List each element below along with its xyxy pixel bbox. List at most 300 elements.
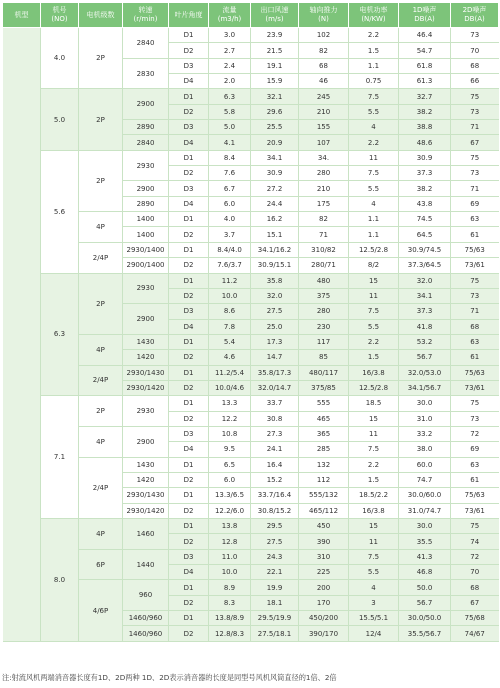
flow-cell: 8.4 xyxy=(209,150,251,165)
motor-power-cell: 1.5 xyxy=(349,472,399,487)
noise-2d-cell: 70 xyxy=(451,565,499,580)
blade-angle-cell: D1 xyxy=(169,273,209,288)
outlet-velocity-cell: 30.8/15.2 xyxy=(251,503,299,518)
axial-thrust-cell: 375 xyxy=(299,288,349,303)
blade-angle-cell: D2 xyxy=(169,380,209,395)
motor-power-cell: 2.2 xyxy=(349,135,399,150)
flow-cell: 8.4/4.0 xyxy=(209,242,251,257)
outlet-velocity-cell: 20.9 xyxy=(251,135,299,150)
blade-angle-cell: D1 xyxy=(169,242,209,257)
table-row xyxy=(3,89,499,104)
axial-thrust-cell: 450/200 xyxy=(299,611,349,626)
noise-1d-cell: 53.2 xyxy=(399,334,451,349)
motor-power-cell: 15.5/5.1 xyxy=(349,611,399,626)
axial-thrust-cell: 102 xyxy=(299,28,349,43)
flow-cell: 8.9 xyxy=(209,580,251,595)
noise-2d-cell: 69 xyxy=(451,196,499,211)
outlet-velocity-cell: 34.1 xyxy=(251,150,299,165)
blade-angle-cell: D2 xyxy=(169,350,209,365)
axial-thrust-cell: 112 xyxy=(299,472,349,487)
speed-cell: 2930/1420 xyxy=(123,380,169,395)
outlet-velocity-cell: 19.9 xyxy=(251,580,299,595)
noise-2d-cell: 73 xyxy=(451,28,499,43)
blade-angle-cell: D2 xyxy=(169,227,209,242)
blade-angle-cell: D1 xyxy=(169,611,209,626)
motor-poles-cell: 2P xyxy=(79,28,123,89)
noise-1d-cell: 56.7 xyxy=(399,595,451,610)
blade-angle-cell: D3 xyxy=(169,120,209,135)
motor-power-cell: 15 xyxy=(349,519,399,534)
noise-2d-cell: 75 xyxy=(451,396,499,411)
noise-2d-cell: 61 xyxy=(451,472,499,487)
flow-cell: 12.8 xyxy=(209,534,251,549)
noise-1d-cell: 37.3 xyxy=(399,166,451,181)
noise-1d-cell: 32.7 xyxy=(399,89,451,104)
noise-2d-cell: 63 xyxy=(451,457,499,472)
flow-cell: 11.2/5.4 xyxy=(209,365,251,380)
motor-power-cell: 7.5 xyxy=(349,442,399,457)
outlet-velocity-cell: 32.0/14.7 xyxy=(251,380,299,395)
blade-angle-cell: D3 xyxy=(169,58,209,73)
motor-power-cell: 11 xyxy=(349,288,399,303)
blade-angle-cell: D1 xyxy=(169,334,209,349)
axial-thrust-cell: 310/82 xyxy=(299,242,349,257)
axial-thrust-cell: 280 xyxy=(299,304,349,319)
noise-1d-cell: 35.5 xyxy=(399,534,451,549)
flow-cell: 4.6 xyxy=(209,350,251,365)
flow-cell: 2.0 xyxy=(209,74,251,89)
motor-power-cell: 11 xyxy=(349,426,399,441)
noise-1d-cell: 30.9/74.5 xyxy=(399,242,451,257)
blade-angle-cell: D3 xyxy=(169,549,209,564)
axial-thrust-cell: 225 xyxy=(299,565,349,580)
noise-2d-cell: 75 xyxy=(451,273,499,288)
speed-cell: 960 xyxy=(123,580,169,611)
axial-thrust-cell: 155 xyxy=(299,120,349,135)
outlet-velocity-cell: 15.9 xyxy=(251,74,299,89)
machine-no-cell: 7.1 xyxy=(41,396,79,519)
noise-2d-cell: 75/68 xyxy=(451,611,499,626)
axial-thrust-cell: 375/85 xyxy=(299,380,349,395)
axial-thrust-cell: 365 xyxy=(299,426,349,441)
header-row xyxy=(3,3,499,28)
noise-2d-cell: 75 xyxy=(451,89,499,104)
noise-1d-cell: 41.3 xyxy=(399,549,451,564)
outlet-velocity-cell: 24.4 xyxy=(251,196,299,211)
outlet-velocity-cell: 25.5 xyxy=(251,120,299,135)
axial-thrust-cell: 465 xyxy=(299,411,349,426)
motor-poles-cell: 4P xyxy=(79,334,123,365)
outlet-velocity-cell: 14.7 xyxy=(251,350,299,365)
flow-cell: 13.3/6.5 xyxy=(209,488,251,503)
flow-cell: 8.3 xyxy=(209,595,251,610)
noise-1d-cell: 30.0/60.0 xyxy=(399,488,451,503)
noise-1d-cell: 30.0 xyxy=(399,519,451,534)
outlet-velocity-cell: 27.5/18.1 xyxy=(251,626,299,641)
outlet-velocity-cell: 29.6 xyxy=(251,104,299,119)
blade-angle-cell: D1 xyxy=(169,28,209,43)
noise-2d-cell: 68 xyxy=(451,580,499,595)
speed-cell: 2900 xyxy=(123,181,169,196)
noise-2d-cell: 69 xyxy=(451,442,499,457)
outlet-velocity-cell: 17.3 xyxy=(251,334,299,349)
noise-1d-cell: 46.8 xyxy=(399,565,451,580)
noise-1d-cell: 60.0 xyxy=(399,457,451,472)
speed-cell: 2900 xyxy=(123,304,169,335)
motor-poles-cell: 4P xyxy=(79,212,123,243)
outlet-velocity-cell: 16.4 xyxy=(251,457,299,472)
flow-cell: 4.1 xyxy=(209,135,251,150)
speed-cell: 1420 xyxy=(123,350,169,365)
blade-angle-cell: D3 xyxy=(169,181,209,196)
axial-thrust-cell: 46 xyxy=(299,74,349,89)
noise-2d-cell: 70 xyxy=(451,43,499,58)
flow-cell: 12.8/8.3 xyxy=(209,626,251,641)
blade-angle-cell: D2 xyxy=(169,288,209,303)
speed-cell: 1420 xyxy=(123,472,169,487)
outlet-velocity-cell: 24.1 xyxy=(251,442,299,457)
axial-thrust-cell: 82 xyxy=(299,43,349,58)
flow-cell: 7.6 xyxy=(209,166,251,181)
noise-2d-cell: 75/63 xyxy=(451,365,499,380)
outlet-velocity-cell: 19.1 xyxy=(251,58,299,73)
motor-power-cell: 11 xyxy=(349,534,399,549)
speed-cell: 1430 xyxy=(123,457,169,472)
blade-angle-cell: D1 xyxy=(169,365,209,380)
motor-poles-cell: 6P xyxy=(79,549,123,580)
machine-no-cell: 5.0 xyxy=(41,89,79,150)
outlet-velocity-cell: 29.5/19.9 xyxy=(251,611,299,626)
axial-thrust-cell: 71 xyxy=(299,227,349,242)
noise-2d-cell: 72 xyxy=(451,549,499,564)
motor-power-cell: 1.1 xyxy=(349,58,399,73)
noise-2d-cell: 73/61 xyxy=(451,503,499,518)
outlet-velocity-cell: 18.1 xyxy=(251,595,299,610)
blade-angle-cell: D1 xyxy=(169,580,209,595)
spec-table xyxy=(2,2,499,642)
noise-1d-cell: 48.6 xyxy=(399,135,451,150)
flow-cell: 6.0 xyxy=(209,472,251,487)
flow-cell: 5.4 xyxy=(209,334,251,349)
blade-angle-cell: D4 xyxy=(169,442,209,457)
blade-angle-cell: D4 xyxy=(169,565,209,580)
flow-cell: 11.0 xyxy=(209,549,251,564)
motor-poles-cell: 4P xyxy=(79,519,123,550)
axial-thrust-cell: 555 xyxy=(299,396,349,411)
outlet-velocity-cell: 27.5 xyxy=(251,534,299,549)
header-type: 机型 xyxy=(3,3,41,28)
machine-no-cell: 8.0 xyxy=(41,519,79,642)
speed-cell: 2930 xyxy=(123,273,169,304)
header-outlet-velocity: 出口风速 (m/s) xyxy=(251,3,299,28)
outlet-velocity-cell: 21.5 xyxy=(251,43,299,58)
noise-1d-cell: 33.2 xyxy=(399,426,451,441)
outlet-velocity-cell: 35.8 xyxy=(251,273,299,288)
motor-poles-cell: 2P xyxy=(79,273,123,334)
flow-cell: 8.6 xyxy=(209,304,251,319)
motor-power-cell: 12/4 xyxy=(349,626,399,641)
speed-cell: 2930 xyxy=(123,150,169,181)
motor-power-cell: 18.5/2.2 xyxy=(349,488,399,503)
header-noise-2d: 2D噪声 DB(A) xyxy=(451,3,499,28)
footnote: 注:射流风机两端消音器长度有1D、2D两种 1D、2D表示消音器的长度是同型号风机风筒直径的1倍、2倍 xyxy=(2,673,337,682)
speed-cell: 2930/1430 xyxy=(123,488,169,503)
motor-poles-cell: 2P xyxy=(79,396,123,427)
speed-cell: 1400 xyxy=(123,227,169,242)
noise-2d-cell: 61 xyxy=(451,227,499,242)
flow-cell: 13.3 xyxy=(209,396,251,411)
motor-poles-cell: 4P xyxy=(79,426,123,457)
noise-2d-cell: 74/67 xyxy=(451,626,499,641)
motor-power-cell: 5.5 xyxy=(349,319,399,334)
noise-2d-cell: 75 xyxy=(451,150,499,165)
axial-thrust-cell: 170 xyxy=(299,595,349,610)
blade-angle-cell: D2 xyxy=(169,258,209,273)
motor-poles-cell: 2P xyxy=(79,150,123,211)
axial-thrust-cell: 200 xyxy=(299,580,349,595)
table-row xyxy=(3,273,499,288)
noise-1d-cell: 38.8 xyxy=(399,120,451,135)
flow-cell: 5.0 xyxy=(209,120,251,135)
noise-1d-cell: 41.8 xyxy=(399,319,451,334)
axial-thrust-cell: 555/132 xyxy=(299,488,349,503)
blade-angle-cell: D2 xyxy=(169,472,209,487)
outlet-velocity-cell: 27.2 xyxy=(251,181,299,196)
motor-power-cell: 12.5/2.8 xyxy=(349,380,399,395)
flow-cell: 4.0 xyxy=(209,212,251,227)
outlet-velocity-cell: 27.3 xyxy=(251,426,299,441)
noise-2d-cell: 73 xyxy=(451,104,499,119)
type-cell xyxy=(3,28,41,642)
noise-1d-cell: 31.0/74.7 xyxy=(399,503,451,518)
motor-power-cell: 18.5 xyxy=(349,396,399,411)
axial-thrust-cell: 280 xyxy=(299,166,349,181)
blade-angle-cell: D4 xyxy=(169,196,209,211)
header-axial-thrust: 轴向推力 (N) xyxy=(299,3,349,28)
noise-2d-cell: 66 xyxy=(451,74,499,89)
noise-2d-cell: 63 xyxy=(451,212,499,227)
outlet-velocity-cell: 33.7 xyxy=(251,396,299,411)
motor-poles-cell: 4/6P xyxy=(79,580,123,641)
outlet-velocity-cell: 35.8/17.3 xyxy=(251,365,299,380)
flow-cell: 11.2 xyxy=(209,273,251,288)
noise-2d-cell: 73/61 xyxy=(451,380,499,395)
motor-power-cell: 4 xyxy=(349,196,399,211)
noise-1d-cell: 30.0/50.0 xyxy=(399,611,451,626)
speed-cell: 2840 xyxy=(123,135,169,150)
noise-1d-cell: 32.0 xyxy=(399,273,451,288)
blade-angle-cell: D2 xyxy=(169,43,209,58)
outlet-velocity-cell: 15.2 xyxy=(251,472,299,487)
speed-cell: 2930/1430 xyxy=(123,365,169,380)
axial-thrust-cell: 480/117 xyxy=(299,365,349,380)
flow-cell: 6.3 xyxy=(209,89,251,104)
blade-angle-cell: D2 xyxy=(169,503,209,518)
motor-power-cell: 8/2 xyxy=(349,258,399,273)
outlet-velocity-cell: 16.2 xyxy=(251,212,299,227)
flow-cell: 13.8 xyxy=(209,519,251,534)
flow-cell: 2.4 xyxy=(209,58,251,73)
flow-cell: 7.6/3.7 xyxy=(209,258,251,273)
noise-2d-cell: 68 xyxy=(451,319,499,334)
motor-power-cell: 2.2 xyxy=(349,457,399,472)
flow-cell: 6.5 xyxy=(209,457,251,472)
motor-poles-cell: 2/4P xyxy=(79,457,123,518)
noise-1d-cell: 35.5/56.7 xyxy=(399,626,451,641)
motor-power-cell: 4 xyxy=(349,580,399,595)
noise-2d-cell: 71 xyxy=(451,181,499,196)
noise-1d-cell: 64.5 xyxy=(399,227,451,242)
blade-angle-cell: D4 xyxy=(169,135,209,150)
flow-cell: 3.0 xyxy=(209,28,251,43)
outlet-velocity-cell: 22.1 xyxy=(251,565,299,580)
speed-cell: 2830 xyxy=(123,58,169,89)
blade-angle-cell: D2 xyxy=(169,595,209,610)
noise-2d-cell: 71 xyxy=(451,304,499,319)
axial-thrust-cell: 210 xyxy=(299,181,349,196)
speed-cell: 1460 xyxy=(123,519,169,550)
blade-angle-cell: D3 xyxy=(169,426,209,441)
machine-no-cell: 6.3 xyxy=(41,273,79,396)
outlet-velocity-cell: 25.0 xyxy=(251,319,299,334)
blade-angle-cell: D2 xyxy=(169,411,209,426)
motor-power-cell: 1.5 xyxy=(349,350,399,365)
axial-thrust-cell: 68 xyxy=(299,58,349,73)
blade-angle-cell: D2 xyxy=(169,626,209,641)
header-flow: 流量 (m3/h) xyxy=(209,3,251,28)
motor-power-cell: 3 xyxy=(349,595,399,610)
flow-cell: 6.7 xyxy=(209,181,251,196)
blade-angle-cell: D2 xyxy=(169,166,209,181)
motor-poles-cell: 2/4P xyxy=(79,242,123,273)
machine-no-cell: 4.0 xyxy=(41,28,79,89)
axial-thrust-cell: 34. xyxy=(299,150,349,165)
machine-no-cell: 5.6 xyxy=(41,150,79,273)
speed-cell: 2900 xyxy=(123,89,169,120)
axial-thrust-cell: 480 xyxy=(299,273,349,288)
noise-1d-cell: 74.5 xyxy=(399,212,451,227)
motor-power-cell: 5.5 xyxy=(349,565,399,580)
header-blade-angle: 叶片角度 xyxy=(169,3,209,28)
motor-poles-cell: 2P xyxy=(79,89,123,150)
axial-thrust-cell: 175 xyxy=(299,196,349,211)
speed-cell: 2890 xyxy=(123,196,169,211)
motor-power-cell: 15 xyxy=(349,411,399,426)
speed-cell: 1440 xyxy=(123,549,169,580)
flow-cell: 10.0/4.6 xyxy=(209,380,251,395)
motor-power-cell: 12.5/2.8 xyxy=(349,242,399,257)
noise-1d-cell: 30.0 xyxy=(399,396,451,411)
axial-thrust-cell: 210 xyxy=(299,104,349,119)
noise-1d-cell: 38.2 xyxy=(399,181,451,196)
speed-cell: 2840 xyxy=(123,28,169,59)
axial-thrust-cell: 450 xyxy=(299,519,349,534)
speed-cell: 2930/1400 xyxy=(123,242,169,257)
noise-1d-cell: 37.3 xyxy=(399,304,451,319)
noise-2d-cell: 67 xyxy=(451,595,499,610)
table-body xyxy=(3,28,499,642)
speed-cell: 2900/1400 xyxy=(123,258,169,273)
outlet-velocity-cell: 33.7/16.4 xyxy=(251,488,299,503)
outlet-velocity-cell: 34.1/16.2 xyxy=(251,242,299,257)
speed-cell: 2890 xyxy=(123,120,169,135)
blade-angle-cell: D1 xyxy=(169,488,209,503)
noise-2d-cell: 68 xyxy=(451,58,499,73)
motor-power-cell: 4 xyxy=(349,120,399,135)
noise-2d-cell: 72 xyxy=(451,426,499,441)
noise-1d-cell: 54.7 xyxy=(399,43,451,58)
axial-thrust-cell: 85 xyxy=(299,350,349,365)
noise-1d-cell: 46.4 xyxy=(399,28,451,43)
axial-thrust-cell: 132 xyxy=(299,457,349,472)
motor-power-cell: 5.5 xyxy=(349,104,399,119)
motor-power-cell: 0.75 xyxy=(349,74,399,89)
flow-cell: 9.5 xyxy=(209,442,251,457)
table-row xyxy=(3,396,499,411)
axial-thrust-cell: 465/112 xyxy=(299,503,349,518)
table-row xyxy=(3,150,499,165)
noise-1d-cell: 34.1/56.7 xyxy=(399,380,451,395)
outlet-velocity-cell: 23.9 xyxy=(251,28,299,43)
speed-cell: 2900 xyxy=(123,426,169,457)
axial-thrust-cell: 107 xyxy=(299,135,349,150)
noise-1d-cell: 38.0 xyxy=(399,442,451,457)
header-motor-poles: 电机级数 xyxy=(79,3,123,28)
noise-1d-cell: 37.3/64.5 xyxy=(399,258,451,273)
motor-power-cell: 11 xyxy=(349,150,399,165)
motor-power-cell: 7.5 xyxy=(349,304,399,319)
header-noise-1d: 1D噪声 DB(A) xyxy=(399,3,451,28)
noise-2d-cell: 75 xyxy=(451,519,499,534)
table-row xyxy=(3,519,499,534)
noise-2d-cell: 61 xyxy=(451,350,499,365)
blade-angle-cell: D2 xyxy=(169,104,209,119)
noise-2d-cell: 63 xyxy=(451,334,499,349)
blade-angle-cell: D4 xyxy=(169,74,209,89)
motor-power-cell: 16/3.8 xyxy=(349,503,399,518)
noise-1d-cell: 56.7 xyxy=(399,350,451,365)
blade-angle-cell: D1 xyxy=(169,457,209,472)
speed-cell: 2930 xyxy=(123,396,169,427)
outlet-velocity-cell: 32.0 xyxy=(251,288,299,303)
blade-angle-cell: D1 xyxy=(169,212,209,227)
motor-power-cell: 7.5 xyxy=(349,549,399,564)
motor-power-cell: 5.5 xyxy=(349,181,399,196)
axial-thrust-cell: 280/71 xyxy=(299,258,349,273)
outlet-velocity-cell: 30.8 xyxy=(251,411,299,426)
noise-2d-cell: 73 xyxy=(451,166,499,181)
flow-cell: 10.0 xyxy=(209,565,251,580)
speed-cell: 1460/960 xyxy=(123,611,169,626)
table-row xyxy=(3,28,499,43)
axial-thrust-cell: 117 xyxy=(299,334,349,349)
flow-cell: 5.8 xyxy=(209,104,251,119)
motor-power-cell: 1.1 xyxy=(349,227,399,242)
noise-2d-cell: 75/63 xyxy=(451,488,499,503)
axial-thrust-cell: 285 xyxy=(299,442,349,457)
noise-2d-cell: 67 xyxy=(451,135,499,150)
outlet-velocity-cell: 24.3 xyxy=(251,549,299,564)
flow-cell: 12.2 xyxy=(209,411,251,426)
blade-angle-cell: D2 xyxy=(169,534,209,549)
blade-angle-cell: D4 xyxy=(169,319,209,334)
motor-poles-cell: 2/4P xyxy=(79,365,123,396)
header-no: 机号 (NO) xyxy=(41,3,79,28)
flow-cell: 13.8/8.9 xyxy=(209,611,251,626)
outlet-velocity-cell: 29.5 xyxy=(251,519,299,534)
flow-cell: 10.0 xyxy=(209,288,251,303)
motor-power-cell: 1.5 xyxy=(349,43,399,58)
